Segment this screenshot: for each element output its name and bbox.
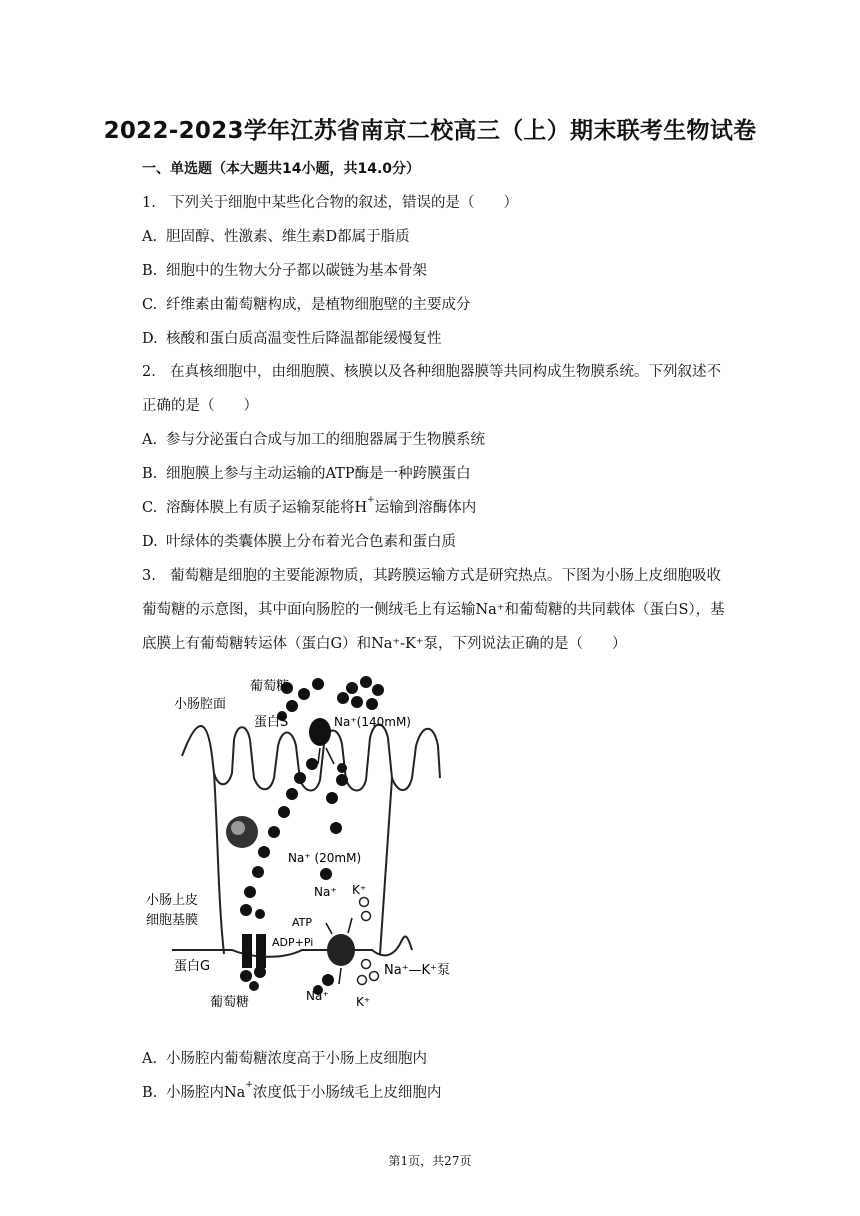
label-glucose-bottom: 葡萄糖	[210, 995, 250, 1010]
label-protein-s: 蛋白S	[254, 715, 289, 730]
label-lumen: 小肠腔面	[174, 697, 227, 712]
label-protein-g: 蛋白G	[174, 959, 211, 974]
page-footer: 第1页，共27页	[388, 1154, 472, 1168]
option-label: D.	[142, 534, 158, 550]
label-basal-line-1: 小肠上皮	[146, 893, 199, 908]
label-na-140: Na⁺(140mM)	[334, 715, 411, 729]
k-ion-dots	[358, 898, 379, 985]
label-atp: ATP	[292, 916, 313, 929]
cell-transport-figure	[142, 668, 502, 1018]
option-label: B.	[142, 466, 158, 482]
label-adp: ADP+Pi	[272, 936, 314, 949]
cell-right-side	[380, 778, 392, 954]
option-text-before: 小肠腔内Na	[166, 1085, 246, 1101]
figure-svg	[142, 668, 502, 1018]
question-3-option-b	[142, 1081, 441, 1102]
section-heading: 一、单选题（本大题共14小题，共14.0分）	[142, 161, 421, 177]
option-label: A.	[142, 229, 158, 245]
protein-s	[309, 718, 331, 746]
question-3-option-a	[142, 1047, 427, 1068]
option-label: B.	[142, 263, 158, 279]
option-label: B.	[142, 1085, 158, 1101]
option-label: D.	[142, 331, 158, 347]
option-label: A.	[142, 1051, 158, 1067]
question-1-stem	[142, 191, 518, 212]
label-glucose-top: 葡萄糖	[250, 679, 290, 694]
na-k-pump	[327, 934, 355, 966]
question-3-stem-line-3: 底膜上有葡萄糖转运体（蛋白G）和Na⁺-K⁺泵，下列说法正确的是（ ）	[142, 636, 627, 652]
question-2-option-d	[142, 530, 456, 551]
option-text: 叶绿体的类囊体膜上分布着光合色素和蛋白质	[166, 534, 456, 550]
option-text: 细胞膜上参与主动运输的ATP酶是一种跨膜蛋白	[166, 466, 471, 482]
option-text-after: 浓度低于小肠绒毛上皮细胞内	[252, 1085, 442, 1101]
superscript: +	[367, 495, 375, 505]
question-number: 1.	[142, 195, 156, 211]
label-na: Na⁺	[314, 885, 337, 899]
label-pump: Na⁺—K⁺泵	[384, 963, 450, 978]
question-text: 葡萄糖是细胞的主要能源物质，其跨膜运输方式是研究热点。下图为小肠上皮细胞吸收	[170, 568, 721, 584]
question-1-option-a	[142, 225, 410, 246]
label-na-out: Na⁺	[306, 989, 329, 1003]
vesicle-highlight	[231, 821, 245, 835]
label-basal-line-2: 细胞基膜	[146, 913, 199, 928]
question-text: 下列关于细胞中某些化合物的叙述，错误的是（ ）	[170, 195, 518, 211]
question-1-option-d	[142, 327, 442, 348]
protein-g-right	[256, 934, 266, 968]
question-2-option-b	[142, 462, 471, 483]
option-text-before: 溶酶体膜上有质子运输泵能将H	[166, 500, 368, 516]
superscript: +	[245, 1080, 253, 1090]
question-2-option-a	[142, 428, 485, 449]
option-text: 细胞中的生物大分子都以碳链为基本骨架	[166, 263, 427, 279]
option-text: 核酸和蛋白质高温变性后降温都能缓慢复性	[166, 331, 442, 347]
option-label: C.	[142, 297, 158, 313]
question-2-option-c	[142, 496, 476, 517]
option-text: 胆固醇、性激素、维生素D都属于脂质	[166, 229, 410, 245]
label-na-20: Na⁺ (20mM)	[288, 851, 362, 865]
cell-left-side	[214, 773, 224, 954]
label-k: K⁺	[352, 883, 367, 897]
question-3-stem-line-1	[142, 564, 721, 585]
label-k-out: K⁺	[356, 995, 371, 1009]
option-text: 小肠腔内葡萄糖浓度高于小肠上皮细胞内	[166, 1051, 427, 1067]
protein-g-left	[242, 934, 252, 968]
question-1-option-c	[142, 293, 471, 314]
exam-title: 2022-2023学年江苏省南京二校高三（上）期末联考生物试卷	[103, 118, 757, 144]
question-number: 2.	[142, 364, 156, 380]
question-2-stem-line-1	[142, 360, 721, 381]
option-label: C.	[142, 500, 158, 516]
question-1-option-b	[142, 259, 427, 280]
question-number: 3.	[142, 568, 156, 584]
option-text: 纤维素由葡萄糖构成，是植物细胞壁的主要成分	[166, 297, 471, 313]
option-text: 参与分泌蛋白合成与加工的细胞器属于生物膜系统	[166, 432, 485, 448]
option-label: A.	[142, 432, 158, 448]
option-text-after: 运输到溶酶体内	[374, 500, 477, 516]
question-3-stem-line-2: 葡萄糖的示意图，其中面向肠腔的一侧绒毛上有运输Na⁺和葡萄糖的共同载体（蛋白S），基	[142, 602, 725, 618]
question-2-stem-line-2: 正确的是（ ）	[142, 398, 258, 414]
question-text: 在真核细胞中，由细胞膜、核膜以及各种细胞器膜等共同构成生物膜系统。下列叙述不	[170, 364, 721, 380]
